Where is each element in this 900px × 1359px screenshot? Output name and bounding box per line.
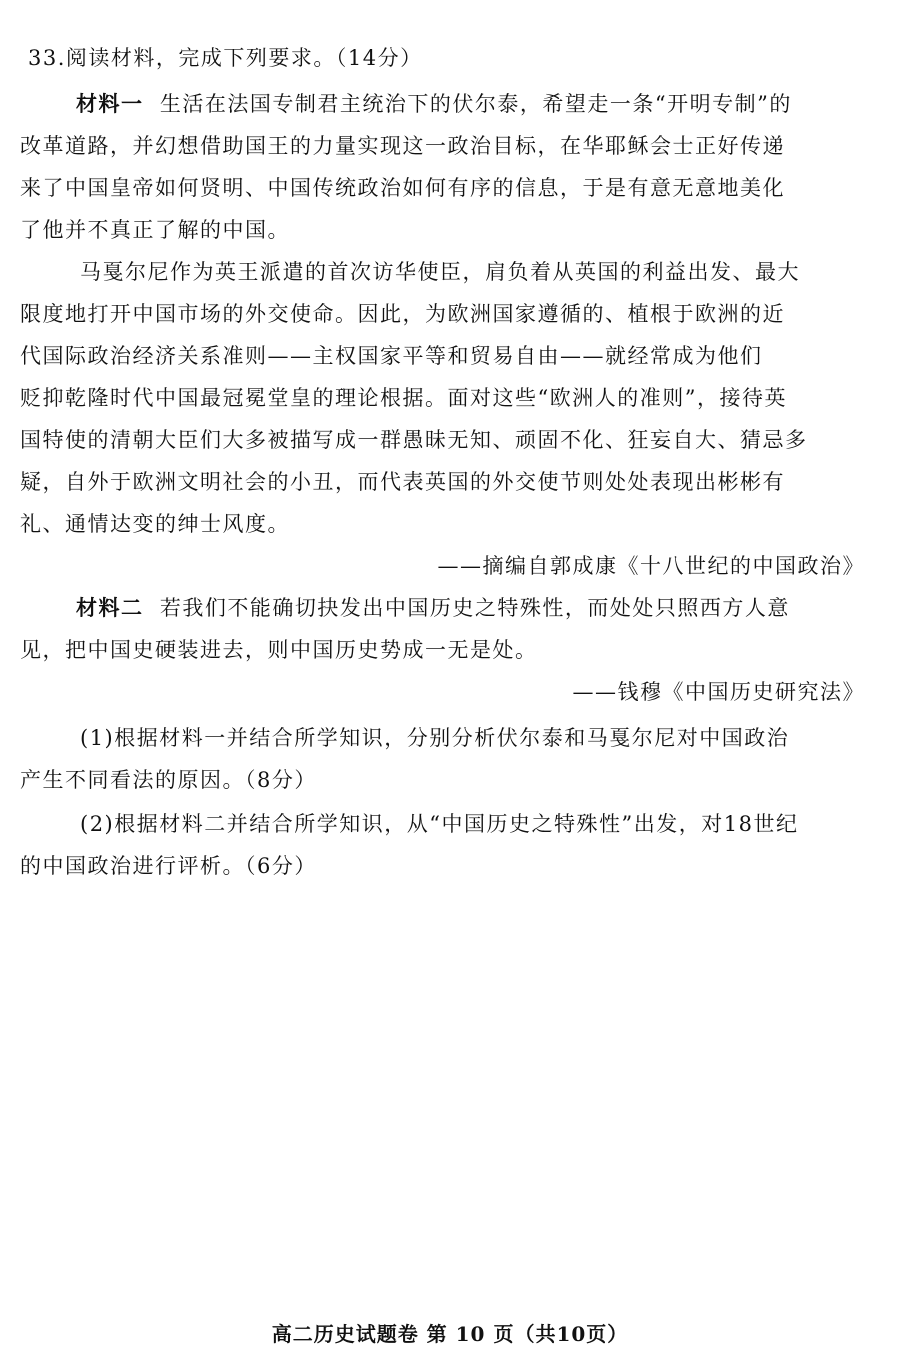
material1-p2-line-2: 限度地打开中国市场的外交使命。因此，为欧洲国家遵循的、植根于欧洲的近 — [20, 302, 785, 326]
material1-p2-line-3: 代国际政治经济关系准则——主权国家平等和贸易自由——就经常成为他们 — [20, 344, 763, 368]
material1-line-4: 了他并不真正了解的中国。 — [20, 218, 290, 242]
material2-label: 材料二 — [76, 595, 144, 620]
task1-line-1: (1)根据材料一并结合所学知识，分别分析伏尔泰和马戛尔尼对中国政治 — [80, 726, 790, 750]
material1-source: ——摘编自郭成康《十八世纪的中国政治》 — [437, 554, 865, 578]
material1-line-2: 改革道路，并幻想借助国王的力量实现这一政治目标，在华耶稣会士正好传递 — [20, 134, 785, 158]
material1-text: 生活在法国专制君主统治下的伏尔泰，希望走一条“开明专制”的 — [159, 92, 792, 116]
question-heading: 33.阅读材料，完成下列要求。（14分） — [28, 46, 423, 70]
material1-p2-line-1: 马戛尔尼作为英王派遣的首次访华使臣，肩负着从英国的利益出发、最大 — [80, 260, 800, 284]
page-footer: 高二历史试题卷 第 10 页（共10页） — [271, 1322, 629, 1346]
material1-line-1 — [76, 90, 870, 118]
material2-text: 若我们不能确切抉发出中国历史之特殊性，而处处只照西方人意 — [159, 596, 790, 620]
task1-line-2: 产生不同看法的原因。（8分） — [20, 768, 317, 792]
material1-p2-line-7: 礼、通情达变的绅士风度。 — [20, 512, 290, 536]
material2-source: ——钱穆《中国历史研究法》 — [572, 680, 865, 704]
material2-line-1 — [76, 594, 870, 622]
material2-line-2: 见，把中国史硬装进去，则中国历史势成一无是处。 — [20, 638, 538, 662]
material1-line-3: 来了中国皇帝如何贤明、中国传统政治如何有序的信息，于是有意无意地美化 — [20, 176, 785, 200]
material1-p2-line-4: 贬抑乾隆时代中国最冠冕堂皇的理论根据。面对这些“欧洲人的准则”，接待英 — [20, 386, 787, 410]
material1-p2-line-5: 国特使的清朝大臣们大多被描写成一群愚昧无知、顽固不化、狂妄自大、猜忌多 — [20, 428, 808, 452]
task2-line-1: (2)根据材料二并结合所学知识，从“中国历史之特殊性”出发，对18世纪 — [80, 812, 799, 836]
task2-line-2: 的中国政治进行评析。（6分） — [20, 854, 317, 878]
material1-p2-line-6: 疑，自外于欧洲文明社会的小丑，而代表英国的外交使节则处处表现出彬彬有 — [20, 470, 785, 494]
material1-label: 材料一 — [76, 91, 144, 116]
